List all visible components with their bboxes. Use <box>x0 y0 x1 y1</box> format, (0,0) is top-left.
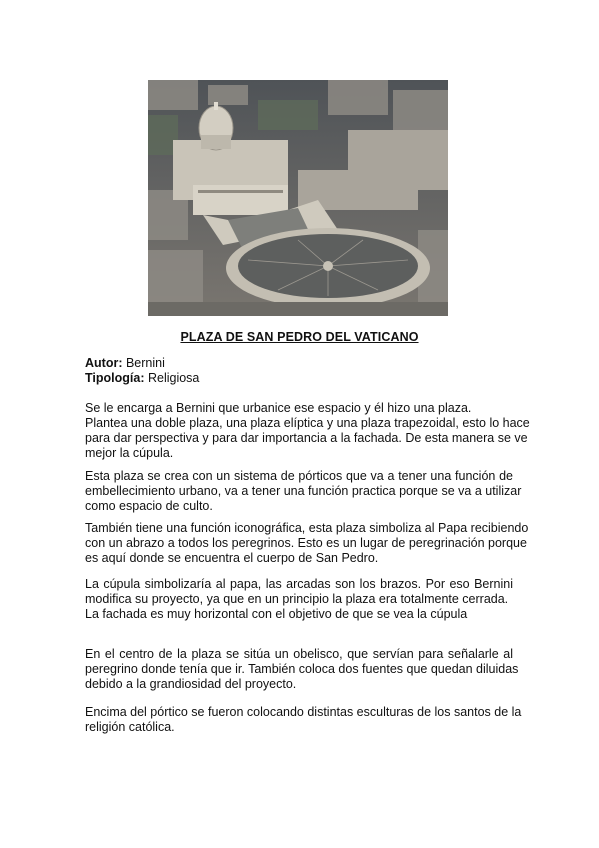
typology-label: Tipología: <box>85 371 145 385</box>
author-line <box>85 356 165 371</box>
paragraph-line: con un abrazo a todos los peregrinos. Esto es un lugar de peregrinación porque <box>85 536 527 550</box>
paragraph-2 <box>85 469 522 514</box>
paragraph-3 <box>85 521 529 566</box>
typology-value: Religiosa <box>144 371 200 385</box>
paragraph-line: mejor la cúpula. <box>85 446 174 460</box>
paragraph-line: debido a la grandiosidad del proyecto. <box>85 677 297 691</box>
paragraph-line: peregrino donde tenía que ir. También coloca dos fuentes que quedan diluidas <box>85 662 519 676</box>
paragraph-line: Se le encarga a Bernini que urbanice ese espacio y él hizo una plaza. <box>85 401 472 415</box>
paragraph-line: La fachada es muy horizontal con el objetivo de que se vea la cúpula <box>85 607 468 621</box>
paragraph-line: Plantea una doble plaza, una plaza elíptica y una plaza trapezoidal, esto lo hace <box>85 416 530 430</box>
paragraph-line: es aquí donde se encuentra el cuerpo de San Pedro. <box>85 551 379 565</box>
author-value: Bernini <box>122 356 165 370</box>
typology-line <box>85 371 199 386</box>
paragraph-line: Encima del pórtico se fueron colocando distintas esculturas de los santos de la <box>85 705 522 719</box>
paragraph-1 <box>85 401 530 461</box>
paragraph-line: para dar perspectiva y para dar importancia a la fachada. De esta manera se ve <box>85 431 528 445</box>
paragraph-line: La cúpula simbolizaría al papa, las arcadas son los brazos. Por eso Bernini <box>85 577 513 591</box>
paragraph-line: religión católica. <box>85 720 175 734</box>
paragraph-line: También tiene una función iconográfica, esta plaza simboliza al Papa recibiendo <box>85 521 529 535</box>
paragraph-5 <box>85 647 519 692</box>
author-label: Autor: <box>85 356 123 370</box>
paragraph-line: modifica su proyecto, ya que en un principio la plaza era totalmente cerrada. <box>85 592 509 606</box>
document-title: PLAZA DE SAN PEDRO DEL VATICANO <box>180 330 419 344</box>
aerial-photo-st-peters-square <box>148 80 448 316</box>
paragraph-line: En el centro de la plaza se sitúa un obelisco, que servían para señalarle al <box>85 647 513 661</box>
paragraph-line: como espacio de culto. <box>85 499 213 513</box>
paragraph-4 <box>85 577 513 622</box>
paragraph-6 <box>85 705 522 735</box>
paragraph-line: embellecimiento urbano, va a tener una función practica porque se va a utilizar <box>85 484 522 498</box>
paragraph-line: Esta plaza se crea con un sistema de pórticos que va a tener una función de <box>85 469 513 483</box>
